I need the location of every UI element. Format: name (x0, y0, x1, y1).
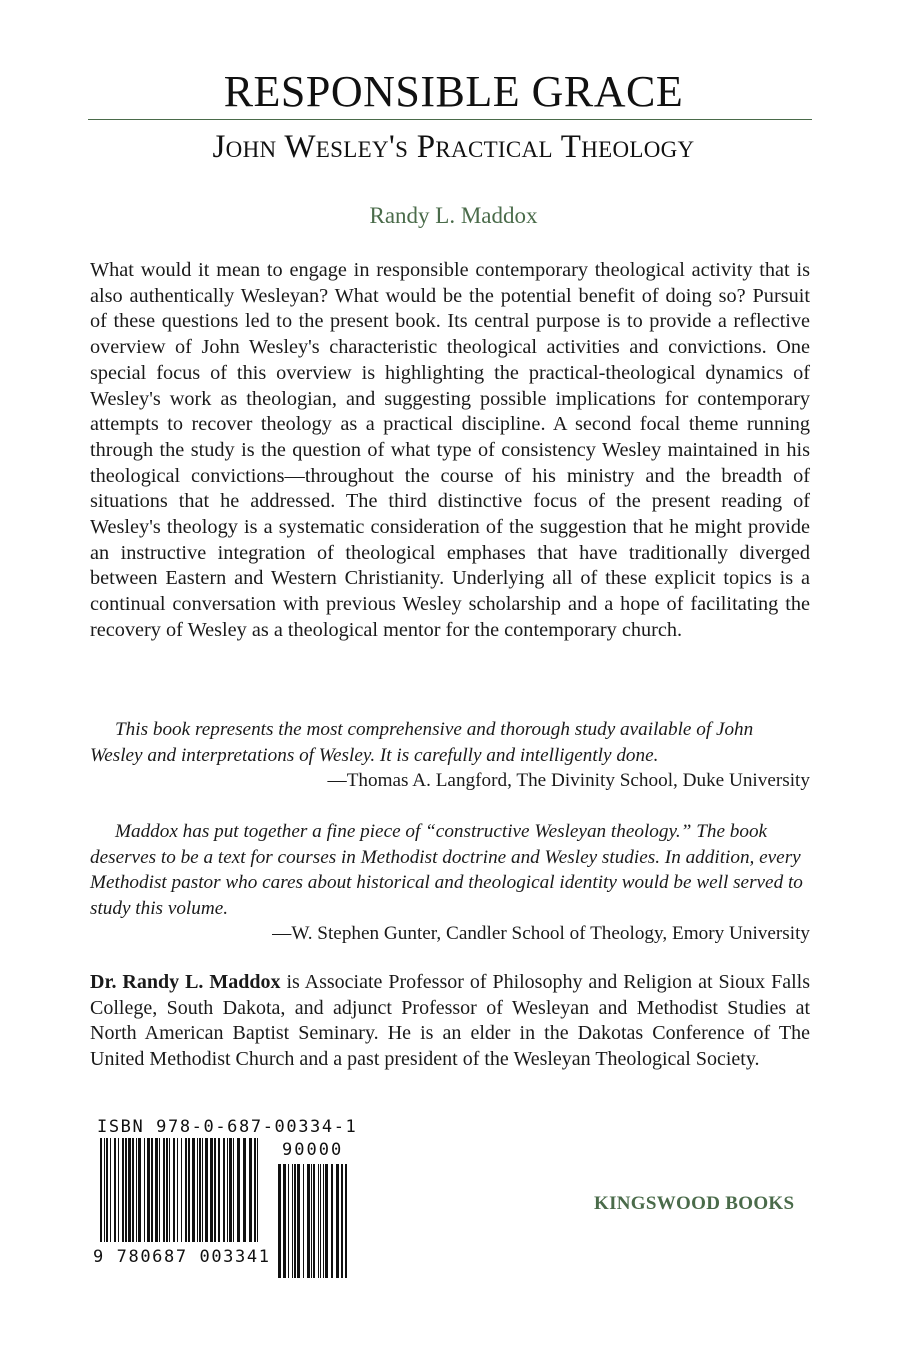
barcode-bar (125, 1138, 127, 1242)
barcode-bar (136, 1138, 137, 1242)
endorsement-attribution: —Thomas A. Langford, The Divinity School, Duke University (327, 770, 810, 791)
endorsement-langford (90, 717, 810, 794)
book-subtitle: John Wesley's Practical Theology (212, 129, 695, 165)
barcode-bar (257, 1138, 258, 1242)
barcode-bar (147, 1138, 150, 1242)
barcode-bar (210, 1138, 213, 1242)
barcode-bar (318, 1164, 319, 1278)
barcode-bar (100, 1138, 102, 1242)
barcode-bar (336, 1164, 339, 1278)
barcode-bar (185, 1138, 187, 1242)
barcode-bar (307, 1164, 310, 1278)
author-bio-name: Dr. Randy L. Maddox (90, 971, 281, 993)
barcode-bar (297, 1164, 300, 1278)
book-title: RESPONSIBLE GRACE (223, 67, 684, 116)
barcode-bar (199, 1138, 201, 1242)
barcode-bar (237, 1138, 240, 1242)
barcode-bar (128, 1138, 131, 1242)
barcode-bar (163, 1138, 165, 1242)
book-description: What would it mean to engage in responsible contemporary theological activity that is also authentically Wesleyan? What would be the potential benefit of doing so? Pursuit of these questions led to the present book. Its central purpose is to provide a reflective overview of John Wesley's characteristic theological activities and convictions. One special focus of this overview is highlighting the practical-theological dynamics of Wesley's work as theologian, and suggesting possible implications for contemporary attempts to recover theology as a practical discipline. A second focal theme running through the study is the question of what type of consistency Wesley maintained in his theological convictions—throughout the course of his ministry and the breadth of situations that he addressed. The third distinctive focus of the present reading of Wesley's theology is a systematic consideration of the suggestion that he might provide an instructive integration of theological emphases that have traditionally diverged between Eastern and Western Christianity. Underlying all of these explicit topics is a continual conversation with previous Wesley scholarship and a hope of facilitating the recovery of Wesley as a theological mentor for the contemporary church. (90, 259, 810, 641)
barcode-bar (181, 1138, 182, 1242)
barcode-bar (227, 1138, 228, 1242)
book-author: Randy L. Maddox (369, 203, 538, 228)
barcode-bar (118, 1138, 119, 1242)
barcode-digits: 9 780687 003341 (93, 1247, 271, 1267)
barcode-bar (254, 1138, 256, 1242)
barcode-bar (278, 1164, 281, 1278)
barcode-bar (202, 1138, 203, 1242)
barcode-bar (214, 1138, 216, 1242)
barcode-bar (249, 1138, 252, 1242)
isbn-label: ISBN 978-0-687-00334-1 (97, 1117, 358, 1137)
endorsement-quote: This book represents the most comprehensive and thorough study available of John Wesley and interpretations of Wesley. It is carefully and intelligently done. (90, 719, 754, 766)
barcode-bar (138, 1138, 141, 1242)
barcode-bar (229, 1138, 232, 1242)
barcode-bar (144, 1138, 145, 1242)
barcode-bar (313, 1164, 315, 1278)
barcode-bar (341, 1164, 343, 1278)
ean13-bars (100, 1138, 258, 1242)
barcode-bar (197, 1138, 198, 1242)
barcode-bar (311, 1164, 312, 1278)
barcode-bar (233, 1138, 234, 1242)
barcode-bar (243, 1138, 246, 1242)
barcode-bar (151, 1138, 153, 1242)
title-divider (88, 119, 812, 120)
barcode-bar (159, 1138, 160, 1242)
barcode-bar (325, 1164, 328, 1278)
barcode-bar (114, 1138, 116, 1242)
barcode-bar (320, 1164, 321, 1278)
barcode-bar (177, 1138, 178, 1242)
barcode-bar (223, 1138, 225, 1242)
barcode-bar (110, 1138, 111, 1242)
publisher-name: KINGSWOOD BOOKS (594, 1193, 795, 1214)
barcode-bar (345, 1164, 347, 1278)
barcode-bar (303, 1164, 304, 1278)
barcode-bar (283, 1164, 286, 1278)
price-code-digits: 90000 (282, 1140, 344, 1160)
barcode-bar (331, 1164, 333, 1278)
author-bio-text: is Associate Professor of Philosophy and Religion at Sioux Falls College, South Dakota, and adjunct Professor of Wesleyan and Methodist Studies at North American Baptist Seminary. He is an elder in the Dakotas Conference of The United Methodist Church and a past president of the Wesleyan Theological Society. (90, 971, 810, 1070)
barcode-bar (192, 1138, 195, 1242)
barcode-bar (122, 1138, 124, 1242)
endorsement-gunter (90, 819, 810, 947)
barcode-bar (218, 1138, 220, 1242)
barcode-bar (323, 1164, 324, 1278)
endorsement-attribution: —W. Stephen Gunter, Candler School of Theology, Emory University (272, 923, 810, 944)
barcode-bar (173, 1138, 175, 1242)
barcode-bar (166, 1138, 168, 1242)
barcode-bar (288, 1164, 289, 1278)
barcode-bar (188, 1138, 190, 1242)
barcode-bar (104, 1138, 105, 1242)
ean5-bars (278, 1164, 347, 1278)
barcode-bar (106, 1138, 108, 1242)
barcode-bar (169, 1138, 170, 1242)
endorsement-quote: Maddox has put together a fine piece of “constructive Wesleyan theology.” The book deserves to be a text for courses in Methodist doctrine and Wesley studies. In addition, every Methodist pastor who cares about historical and theological identity would be well served to study this volume. (90, 821, 803, 919)
author-bio (90, 970, 810, 1072)
barcode-bar (294, 1164, 296, 1278)
barcode-bar (132, 1138, 134, 1242)
barcode-bar (155, 1138, 158, 1242)
barcode-bar (205, 1138, 208, 1242)
barcode-bar (292, 1164, 293, 1278)
